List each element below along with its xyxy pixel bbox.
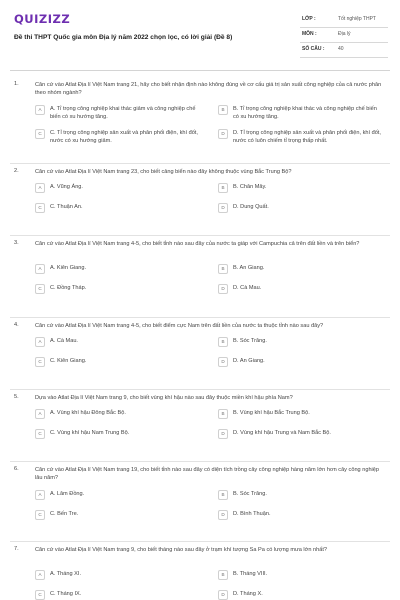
meta-value: Tốt nghiệp THPT <box>338 16 376 22</box>
question-text: Căn cứ vào Atlat Địa lí Việt Nam trang 4-5, cho biết điểm cực Nam trên đất liền của nước ta thuộc tỉnh nào sau đây? <box>35 323 324 329</box>
option-letter-box: C <box>35 590 45 600</box>
option-letter-box: B <box>218 409 228 419</box>
question-number: 7. <box>14 546 19 552</box>
meta-value: 40 <box>338 46 344 52</box>
question-list <box>0 78 400 600</box>
question-number: 6. <box>14 466 19 472</box>
option-text: B. Sóc Trăng. <box>233 338 267 344</box>
option-letter-box: A <box>35 183 45 193</box>
option-text: C. Tỉ trọng công nghiệp sản xuất và phân phối điện, khí đốt, nước có xu hướng giảm. <box>50 130 198 144</box>
question-divider <box>10 389 390 390</box>
option-letter-box: C <box>35 284 45 294</box>
meta-row-question-count <box>300 43 388 58</box>
question-text: Căn cứ vào Atlat Địa lí Việt Nam trang 9, cho biết tháng nào sau đây ở trạm khí tượng Sa Pa có lượng mưa lớn nhất? <box>35 547 327 553</box>
option-text: D. Tỉ trọng công nghiệp sản xuất và phân phối điện, khí đốt, nước có luôn chiếm tỉ trọng thấp nhất. <box>233 130 381 144</box>
question-divider <box>10 541 390 542</box>
option-text: A. Vũng Áng. <box>50 184 83 190</box>
option-letter-box: A <box>35 105 45 115</box>
option-text: B. Sóc Trăng. <box>233 491 267 497</box>
meta-row-class <box>300 13 388 28</box>
question-text: Căn cứ vào Atlat Địa lí Việt Nam trang 23, cho biết cảng biển nào đây không thuộc vùng Bắc Trung Bộ? <box>35 169 292 175</box>
option-letter-box: A <box>35 409 45 419</box>
option-letter-box: C <box>35 203 45 213</box>
option-letter-box: D <box>218 284 228 294</box>
option-text: C. Đồng Tháp. <box>50 285 87 291</box>
option-text: D. Bình Thuận. <box>233 511 271 517</box>
question-text: Căn cứ vào Atlat Địa lí Việt Nam trang 19, cho biết tỉnh nào sau đây có diện tích trồng cây công nghiệp hàng năm lớn hơn cây công nghiệp lâu năm? <box>35 467 380 481</box>
option-text: D. Tháng X. <box>233 591 263 597</box>
question-text: Căn cứ vào Atlat Địa lí Việt Nam trang 4-5, cho biết tỉnh nào sau đây của nước ta giáp với Campuchia cả trên đất liền và trên biển? <box>35 241 360 247</box>
question-item <box>0 319 400 391</box>
option-text: B. Vùng khí hậu Bắc Trung Bộ. <box>233 410 310 416</box>
meta-label: SỐ CÂU : <box>302 46 325 52</box>
option-text: A. Cà Mau. <box>50 338 78 344</box>
question-number: 3. <box>14 240 19 246</box>
option-letter-box: C <box>35 129 45 139</box>
question-number: 1. <box>14 81 19 87</box>
quizizz-logo: QUIZIZZ <box>14 12 71 26</box>
question-divider <box>10 235 390 236</box>
option-letter-box: B <box>218 105 228 115</box>
meta-value: Địa lý <box>338 31 351 37</box>
option-letter-box: D <box>218 429 228 439</box>
option-text: B. Tháng VIII. <box>233 571 268 577</box>
question-number: 4. <box>14 322 19 328</box>
option-text: A. Kiên Giang. <box>50 265 87 271</box>
option-letter-box: D <box>218 510 228 520</box>
option-letter-box: A <box>35 264 45 274</box>
option-text: C. Tháng IX. <box>50 591 82 597</box>
meta-row-subject <box>300 28 388 43</box>
question-item <box>0 391 400 463</box>
question-item <box>0 463 400 543</box>
option-letter-box: D <box>218 129 228 139</box>
question-divider <box>10 317 390 318</box>
option-text: B. Tỉ trọng công nghiệp khai thác và công nghiệp chế biến có xu hướng tăng. <box>233 106 377 120</box>
option-letter-box: C <box>35 510 45 520</box>
option-letter-box: B <box>218 490 228 500</box>
option-letter-box: A <box>35 337 45 347</box>
option-letter-box: A <box>35 570 45 580</box>
option-text: C. Vùng khí hậu Nam Trung Bộ. <box>50 430 130 436</box>
option-text: D. An Giang. <box>233 358 265 364</box>
option-text: D. Cà Mau. <box>233 285 262 291</box>
header-divider <box>10 70 390 71</box>
question-item <box>0 543 400 600</box>
option-text: A. Tỉ trọng công nghiệp khai thác giảm và công nghiệp chế biến có xu hướng tăng. <box>50 106 196 120</box>
option-letter-box: B <box>218 337 228 347</box>
document-header <box>0 0 400 70</box>
option-text: C. Bến Tre. <box>50 511 79 517</box>
question-text: Căn cứ vào Atlat Địa lí Việt Nam trang 21, hãy cho biết nhận định nào không đúng về cơ cấu giá trị sản xuất công nghiệp của cả nước phân theo nhóm ngành? <box>35 82 382 96</box>
option-text: B. Chân Mây. <box>233 184 267 190</box>
question-divider <box>10 461 390 462</box>
option-text: D. Dung Quất. <box>233 204 269 210</box>
option-text: C. Thuận An. <box>50 204 83 210</box>
document-title: Đề thi THPT Quốc gia môn Địa lý năm 2022 chọn lọc, có lời giải (Đề 8) <box>14 34 233 41</box>
question-item <box>0 78 400 165</box>
option-letter-box: C <box>35 429 45 439</box>
question-item <box>0 237 400 319</box>
question-number: 2. <box>14 168 19 174</box>
option-text: B. An Giang. <box>233 265 265 271</box>
option-letter-box: B <box>218 264 228 274</box>
option-letter-box: B <box>218 570 228 580</box>
question-divider <box>10 163 390 164</box>
option-letter-box: B <box>218 183 228 193</box>
option-letter-box: D <box>218 203 228 213</box>
option-text: A. Tháng XI. <box>50 571 81 577</box>
option-text: A. Lâm Đồng. <box>50 491 85 497</box>
meta-label: LỚP : <box>302 16 316 22</box>
question-item <box>0 165 400 237</box>
option-letter-box: D <box>218 590 228 600</box>
meta-table <box>300 13 388 58</box>
option-letter-box: D <box>218 357 228 367</box>
meta-label: MÔN : <box>302 31 317 37</box>
option-text: C. Kiên Giang. <box>50 358 87 364</box>
option-text: D. Vùng khí hậu Trung và Nam Bắc Bộ. <box>233 430 331 436</box>
option-letter-box: C <box>35 357 45 367</box>
option-letter-box: A <box>35 490 45 500</box>
question-text: Dựa vào Atlat Địa lí Việt Nam trang 9, cho biết vùng khí hậu nào sau đây thuộc miền khí hậu phía Nam? <box>35 395 293 401</box>
option-text: A. Vùng khí hậu Đông Bắc Bộ. <box>50 410 126 416</box>
question-number: 5. <box>14 394 19 400</box>
